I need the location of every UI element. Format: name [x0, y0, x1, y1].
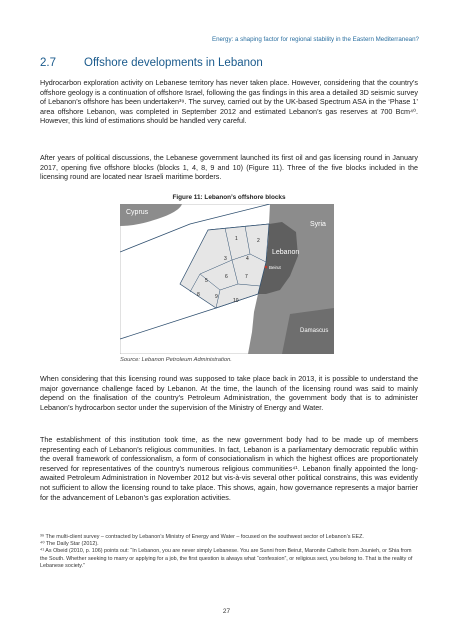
block-label-1: 1 — [235, 236, 238, 242]
page-number: 27 — [222, 608, 231, 615]
beirut-marker — [265, 266, 268, 269]
block-label-10: 10 — [233, 298, 239, 304]
figure-caption: Figure 11: Lebanon’s offshore blocks — [172, 194, 286, 201]
label-cyprus: Cyprus — [126, 209, 149, 216]
running-header: Energy: a shaping factor for regional stability in the Eastern Mediterranean? — [211, 36, 419, 43]
figure-source: Source: Lebanon Petroleum Administration. — [120, 357, 232, 363]
block-label-4: 4 — [246, 256, 249, 262]
footnote-41: ⁴¹ As Obeid (2010, p. 106) points out: “In Lebanon, you are never simply Lebanese. You are Sunni from Beirut, Maronite Catholic from Jounieh, or Shia from the South. Whether seeking to marry or applying for a job, the first question is always what “confession”, or religious sect, you belong to. That is the reality of Lebanese society.” — [40, 548, 413, 569]
label-syria: Syria — [310, 221, 326, 228]
block-label-7: 7 — [245, 274, 248, 280]
paragraph-3: When considering that this licensing round was supposed to take place back in 2013, it is possible to understand the major governance challenge faced by Lebanon. At the time, the launch of the licensing round was said to mainly depend on the finalisation of the country’s Petroleum Administration, the government body that is to administer Lebanon’s hydrocarbon sector under the supervision of the Ministry of Energy and Water. — [40, 374, 418, 412]
label-damascus: Damascus — [300, 328, 329, 334]
block-label-9: 9 — [215, 294, 218, 300]
block-label-2: 2 — [257, 238, 260, 244]
footnote-40: ⁴⁰ The Daily Star (2012). — [40, 541, 99, 548]
label-lebanon: Lebanon — [272, 249, 300, 256]
section-number: 2.7 — [40, 57, 56, 69]
lebanon-offshore-blocks-map — [120, 204, 334, 354]
block-label-3: 3 — [224, 256, 227, 262]
footnotes — [40, 534, 418, 570]
paragraph-2: After years of political discussions, the Lebanese government launched its first oil and gas licensing round in January 2017, opening five offshore blocks (blocks 1, 4, 8, 9 and 10) (Figure 11). Three of the five blocks included in the licensing round are located near Israeli maritime borders. — [40, 153, 418, 182]
block-label-6: 6 — [225, 274, 228, 280]
block-label-5: 5 — [205, 278, 208, 284]
label-beirut: Beirut — [269, 265, 281, 270]
block-label-8: 8 — [197, 292, 200, 298]
section-heading — [40, 57, 263, 69]
paragraph-1: Hydrocarbon exploration activity on Lebanese territory has never taken place. However, considering that the country’s offshore geology is a continuation of offshore Israel, following the gas findings in this area a detailed 3D seismic survey of Lebanon’s offshore has been undertaken³⁹. The survey, carried out by the UK-based Spectrum ASA in the ‘Phase 1’ area offshore Lebanon, was completed in September 2012 and estimated Lebanon’s gas reserves at 700 Bcm⁴⁰. However, this kind of estimations should be handled very careful. — [40, 78, 418, 126]
paragraph-4: The establishment of this institution took time, as the new government body had to be made up of members representing each of Lebanon’s religious communities. In fact, Lebanon is a parliamentary democratic republic within the overall framework of confessionalism, a form of consociationalism in which the highest offices are proportionately reserved for representatives of the country’s numerous religious communities⁴¹. Lebanon finally appointed the long-awaited Petroleum Administration in November 2012 but vis-à-vis several other political constrains, this was evidently not sufficient to allow the licensing round to take place. This shows, again, how governance represents a major barrier for the advancement of Lebanon’s gas exploration activities. — [40, 435, 418, 502]
section-title: Offshore developments in Lebanon — [84, 57, 263, 69]
footnote-39: ³⁹ The multi-client survey – contracted by Lebanon’s Ministry of Energy and Water – focused on the southwest sector of Lebanon’s EEZ. — [40, 534, 364, 540]
